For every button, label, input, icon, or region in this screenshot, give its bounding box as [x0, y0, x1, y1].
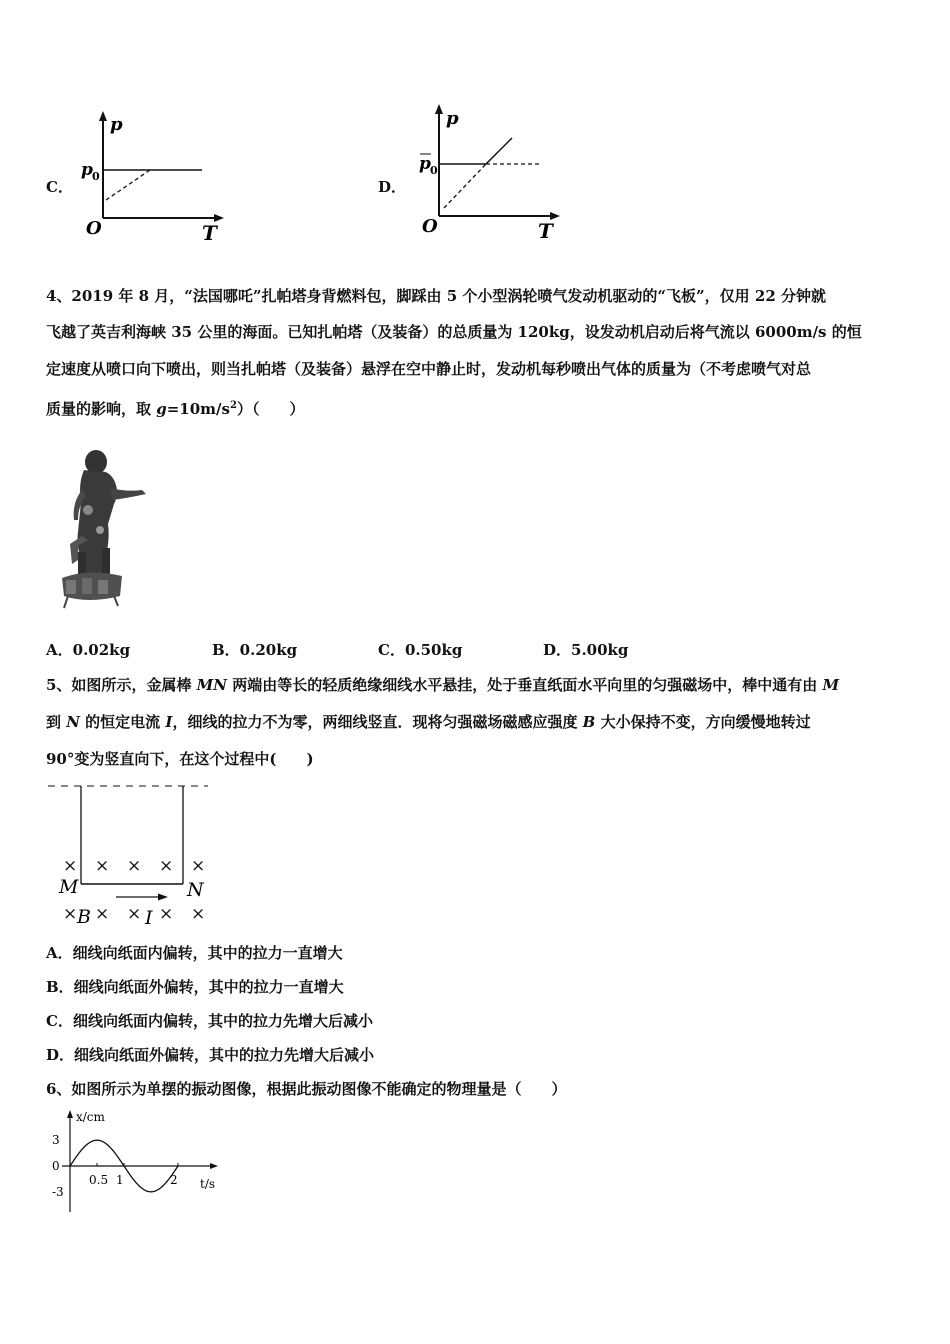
q6-vibration-chart — [40, 1106, 230, 1218]
graph-d-diag-solid — [486, 138, 512, 164]
q5-option-b: B．细线向纸面外偏转，其中的拉力一直增大 — [46, 978, 344, 996]
q5-n-symbol: N — [66, 713, 80, 731]
q5-line-3: 90°变为竖直向下，在这个过程中( ) — [46, 750, 314, 768]
q5-b-symbol: B — [582, 713, 596, 731]
q5-cross: × — [127, 904, 142, 924]
q5-label-n: N — [187, 879, 204, 901]
q5-cross: × — [191, 856, 206, 876]
question-4 — [46, 286, 906, 426]
q5-i-symbol: I — [165, 713, 173, 731]
q5-cross: × — [63, 904, 78, 924]
graph-d-y-label: p — [446, 108, 459, 129]
q4-option-d: D．5.00kg — [543, 641, 629, 659]
q4-line-3: 定速度从喷口向下喷出，则当扎帕塔（及装备）悬浮在空中静止时，发动机每秒喷出气体的质量为（不考虑喷气对总 — [46, 360, 812, 378]
q5-line-2-b: 的恒定电流 — [79, 713, 166, 731]
q5-option-d: D．细线向纸面外偏转，其中的拉力先增大后减小 — [46, 1046, 375, 1064]
q5-label-b: B — [77, 906, 91, 928]
graph-c-dashed-line — [106, 170, 150, 200]
graph-c-origin: O — [86, 218, 102, 239]
q4-option-a: A．0.02kg — [46, 641, 131, 659]
q6-question: 6、如图所示为单摆的振动图像，根据此振动图像不能确定的物理量是（ ） — [46, 1080, 567, 1098]
q5-cross: × — [95, 856, 110, 876]
q6-x-tick-label: 2 — [170, 1173, 178, 1187]
q5-label-m: M — [59, 876, 79, 898]
graph-d-p0: p — [419, 154, 431, 174]
q4-g-value: =10m/s — [166, 400, 230, 418]
q5-line-2-d: 大小保持不变，方向缓慢地转过 — [595, 713, 811, 731]
q5-cross: × — [95, 904, 110, 924]
q5-mn-symbol: MN — [196, 676, 227, 694]
q4-line-4-suffix: ）（ ） — [236, 400, 305, 418]
q6-ylabel: x/cm — [76, 1110, 105, 1124]
graph-c-y-arrow — [99, 111, 107, 121]
q5-cross: × — [127, 856, 142, 876]
q5-label-i: I — [145, 907, 153, 928]
q5-cross: × — [159, 904, 174, 924]
q5-figure — [44, 778, 224, 928]
graph-c-x-label: T — [202, 221, 217, 245]
flyboard-rider-photo — [48, 440, 158, 610]
q5-option-a: A．细线向纸面内偏转，其中的拉力一直增大 — [46, 944, 343, 962]
graph-c — [78, 108, 228, 248]
q5-cross: × — [159, 856, 174, 876]
graph-c-p0-sub: 0 — [92, 170, 100, 183]
q4-line-1: 4、2019 年 8 月，“法国哪吒”扎帕塔身背燃料包，脚踩由 5 个小型涡轮喷气发动机驱动的“飞板”，仅用 22 分钟就 — [46, 287, 827, 305]
option-c-label: C． — [46, 178, 73, 196]
q4-g-sup: 2 — [229, 400, 237, 411]
q6-x-arrow — [210, 1163, 218, 1169]
q5-cross: × — [191, 904, 206, 924]
q5-m-symbol: M — [822, 676, 840, 694]
question-5 — [46, 675, 906, 775]
q4-line-4 — [46, 396, 304, 416]
q5-cross: × — [63, 856, 78, 876]
q6-y-arrow — [67, 1110, 73, 1118]
option-d-label: D． — [378, 178, 407, 196]
graph-c-y-label: p — [110, 114, 123, 135]
q4-option-c: C．0.50kg — [378, 641, 463, 659]
q5-line-2-a: 到 — [46, 713, 67, 731]
q5-line-2 — [46, 712, 811, 732]
graph-d-origin: O — [422, 216, 438, 237]
q6-y-tick-label: -3 — [52, 1184, 64, 1199]
q5-current-arrow-head — [158, 894, 168, 901]
q4-option-b: B．0.20kg — [212, 641, 298, 659]
q4-line-4-prefix: 质量的影响，取 — [46, 400, 157, 418]
q5-line-2-c: ，细线的拉力不为零，两细线竖直．现将匀强磁场磁感应强度 — [172, 713, 583, 731]
q5-line-1 — [46, 675, 839, 695]
q6-y-tick-label: 3 — [52, 1133, 60, 1148]
graph-d-p0-sub: 0 — [430, 164, 438, 177]
graph-d-diag-dashed — [444, 164, 486, 208]
q4-line-2: 飞越了英吉利海峡 35 公里的海面。已知扎帕塔（及装备）的总质量为 120kg，设发动机启动后将气流以 6000m/s 的恒 — [46, 323, 862, 341]
q6-x-tick-label: 0.5 — [89, 1173, 109, 1187]
q6-xlabel: t/s — [200, 1177, 216, 1191]
graph-d-x-label: T — [538, 219, 553, 240]
q5-option-c: C．细线向纸面内偏转，其中的拉力先增大后减小 — [46, 1012, 373, 1030]
graph-d-y-arrow — [435, 104, 443, 114]
q5-line-1-b: 两端由等长的轻质绝缘细线水平悬挂，处于垂直纸面水平向里的匀强磁场中，棒中通有由 — [227, 676, 823, 694]
q5-line-1-a: 5、如图所示，金属棒 — [46, 676, 197, 694]
q6-y-tick-label: 0 — [52, 1159, 60, 1173]
graph-c-p0: p — [81, 160, 93, 180]
q4-g-symbol: g — [156, 400, 167, 418]
graph-d — [414, 100, 564, 240]
q6-x-tick-label: 1 — [116, 1173, 124, 1187]
